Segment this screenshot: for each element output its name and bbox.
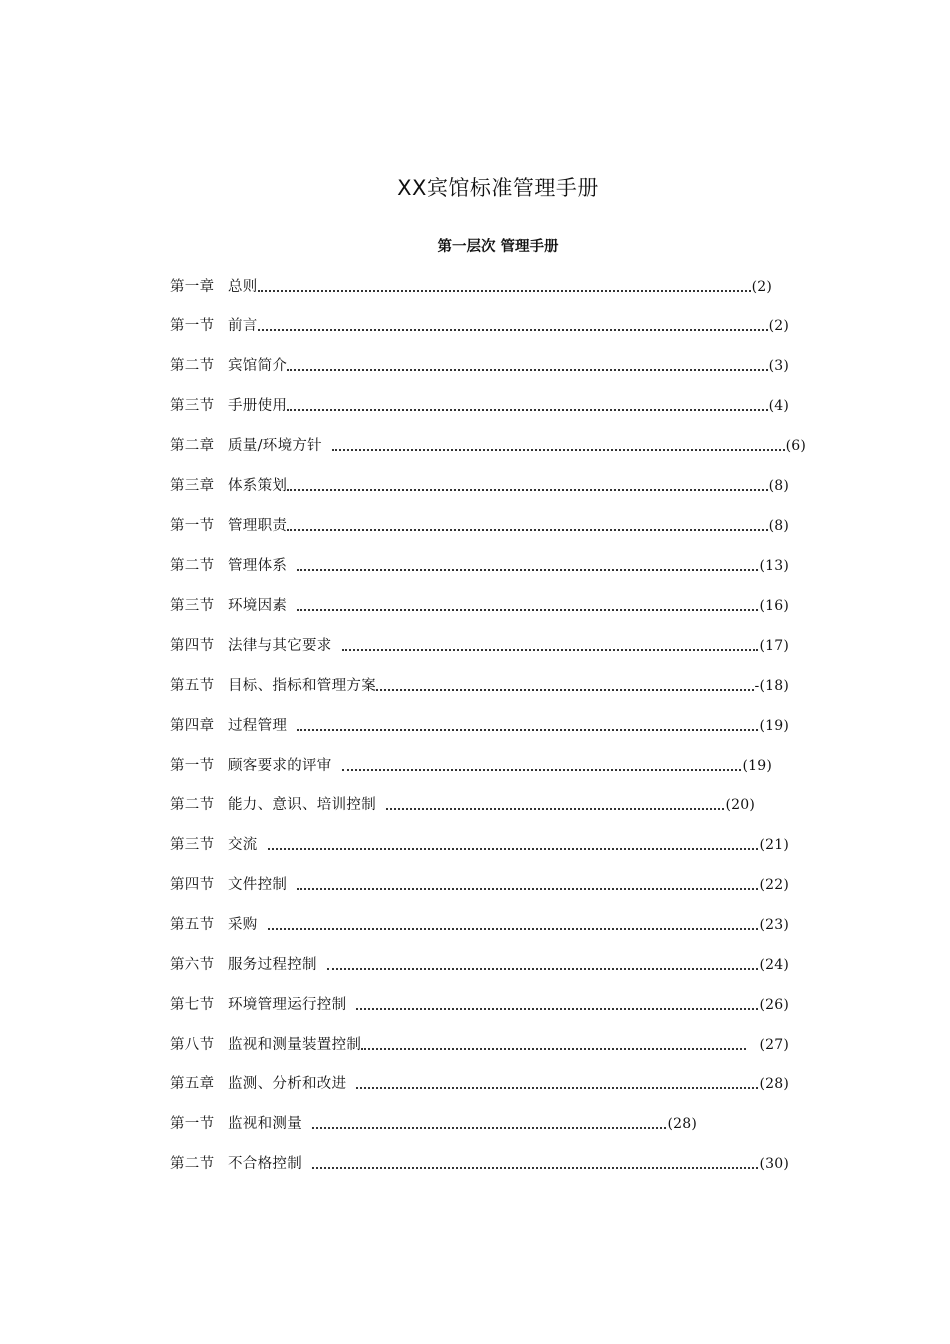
toc-entry-number: 第四章 [170,718,215,734]
toc-entry [170,354,789,378]
toc-dot-leader [297,554,759,578]
toc-dot-leader [287,394,768,418]
toc-entry-title: 顾客要求的评审 [228,758,332,774]
toc-entry [170,1033,789,1057]
toc-entry-title: 手册使用 [228,398,288,414]
toc-entry [170,314,789,338]
toc-entry-page: (16) [759,598,789,614]
toc-entry-number: 第三节 [170,598,215,614]
toc-entry [170,754,772,778]
toc-dot-leader [356,1072,759,1096]
toc-entry-number: 第三章 [170,478,215,494]
toc-dot-leader [376,674,755,698]
toc-entry [170,833,789,857]
toc-entry-title: 管理体系 [228,558,288,574]
toc-entry-number: 第五节 [170,678,215,694]
toc-entry-title: 文件控制 [228,877,288,893]
toc-entry-title: 能力、意识、培训控制 [228,797,376,813]
toc-dot-leader [268,833,760,857]
toc-entry-title: 不合格控制 [228,1156,302,1172]
toc-entry-page: (27) [759,1037,789,1053]
toc-entry-title: 环境管理运行控制 [228,997,347,1013]
toc-entry-title: 总则 [228,279,258,295]
toc-entry [170,594,789,618]
toc-entry [170,434,806,458]
toc-entry-number: 第五节 [170,917,215,933]
toc-entry-page: (19) [742,758,772,774]
toc-dot-leader [287,514,768,538]
toc-entry [170,993,789,1017]
toc-entry-page: (2) [768,318,789,334]
toc-entry-page: (8) [768,478,789,494]
toc-entry-page: (24) [759,957,789,973]
toc-entry-number: 第二节 [170,1156,215,1172]
toc-entry-page: (22) [759,877,789,893]
toc-dot-leader [297,873,759,897]
toc-entry [170,714,789,738]
toc-dot-leader [386,793,725,817]
toc-entry [170,474,789,498]
toc-entry-title: 采购 [228,917,258,933]
toc-dot-leader [297,714,759,738]
toc-entry-number: 第七节 [170,997,215,1013]
toc-dot-leader [287,474,768,498]
toc-entry-title: 目标、指标和管理方案 [228,678,376,694]
toc-entry-page: (20) [725,797,755,813]
toc-entry-page: (26) [759,997,789,1013]
toc-entry-number: 第六节 [170,957,215,973]
toc-entry-page: (23) [759,917,789,933]
toc-entry [170,873,789,897]
toc-entry-number: 第三节 [170,837,215,853]
toc-entry [170,953,789,977]
toc-entry-number: 第四节 [170,638,215,654]
toc-entry-title: 监视和测量 [228,1116,302,1132]
toc-entry-number: 第一节 [170,318,215,334]
toc-entry-title: 服务过程控制 [228,957,317,973]
toc-dot-leader [287,354,768,378]
toc-entry-number: 第一节 [170,518,215,534]
toc-dot-leader [361,1033,747,1057]
toc-dot-leader [342,634,760,658]
toc-entry-number: 第一节 [170,1116,215,1132]
toc-entry [170,554,789,578]
toc-entry-title: 环境因素 [228,598,288,614]
toc-entry-page: (30) [759,1156,789,1172]
toc-entry [170,275,772,299]
toc-entry-page: (13) [759,558,789,574]
toc-entry-number: 第二章 [170,438,215,454]
toc-entry-page: (28) [667,1116,697,1132]
toc-entry-page: (19) [759,718,789,734]
toc-dot-leader [258,314,769,338]
toc-dot-leader [258,275,752,299]
toc-entry [170,634,789,658]
toc-dot-leader [332,434,786,458]
toc-entry-title: 前言 [228,318,258,334]
toc-dot-leader [356,993,759,1017]
toc-entry-title: 交流 [228,837,258,853]
toc-entry-title: 质量/环境方针 [228,438,322,454]
toc-entry-title: 监视和测量装置控制 [228,1037,362,1053]
toc-entry-number: 第三节 [170,398,215,414]
toc-entry-page: (17) [759,638,789,654]
toc-entry-title: 法律与其它要求 [228,638,332,654]
toc-dot-leader [327,953,760,977]
toc-entry-number: 第五章 [170,1076,215,1092]
toc-entry-page: (8) [768,518,789,534]
document-subtitle: 第一层次 管理手册 [437,239,559,255]
toc-entry-number: 第二节 [170,558,215,574]
toc-dot-leader [312,1152,759,1176]
toc-dot-leader [312,1112,667,1136]
toc-entry-page: (3) [768,358,789,374]
toc-entry-number: 第一章 [170,279,215,295]
toc-dot-leader [268,913,760,937]
toc-entry-number: 第二节 [170,358,215,374]
toc-entry-number: 第一节 [170,758,215,774]
toc-dot-leader [342,754,743,778]
toc-entry-title: 体系策划 [228,478,288,494]
toc-entry-title: 过程管理 [228,718,288,734]
toc-entry-title: 管理职责 [228,518,288,534]
toc-entry-page: -(18) [754,678,789,694]
toc-entry [170,793,755,817]
toc-entry-number: 第二节 [170,797,215,813]
toc-entry [170,913,789,937]
toc-entry [170,1112,697,1136]
toc-entry-page: (2) [751,279,772,295]
toc-entry [170,1152,789,1176]
toc-entry [170,674,789,698]
document-title: XX宾馆标准管理手册 [397,176,599,200]
toc-entry-number: 第四节 [170,877,215,893]
toc-entry-page: (28) [759,1076,789,1092]
toc-entry-page: (6) [785,438,806,454]
toc-entry-page: (4) [768,398,789,414]
toc-entry [170,514,789,538]
toc-dot-leader [297,594,759,618]
toc-entry-title: 宾馆简介 [228,358,288,374]
toc-entry-page: (21) [759,837,789,853]
toc-entry [170,394,789,418]
toc-entry-title: 监测、分析和改进 [228,1076,347,1092]
toc-entry-number: 第八节 [170,1037,215,1053]
toc-entry [170,1072,789,1096]
